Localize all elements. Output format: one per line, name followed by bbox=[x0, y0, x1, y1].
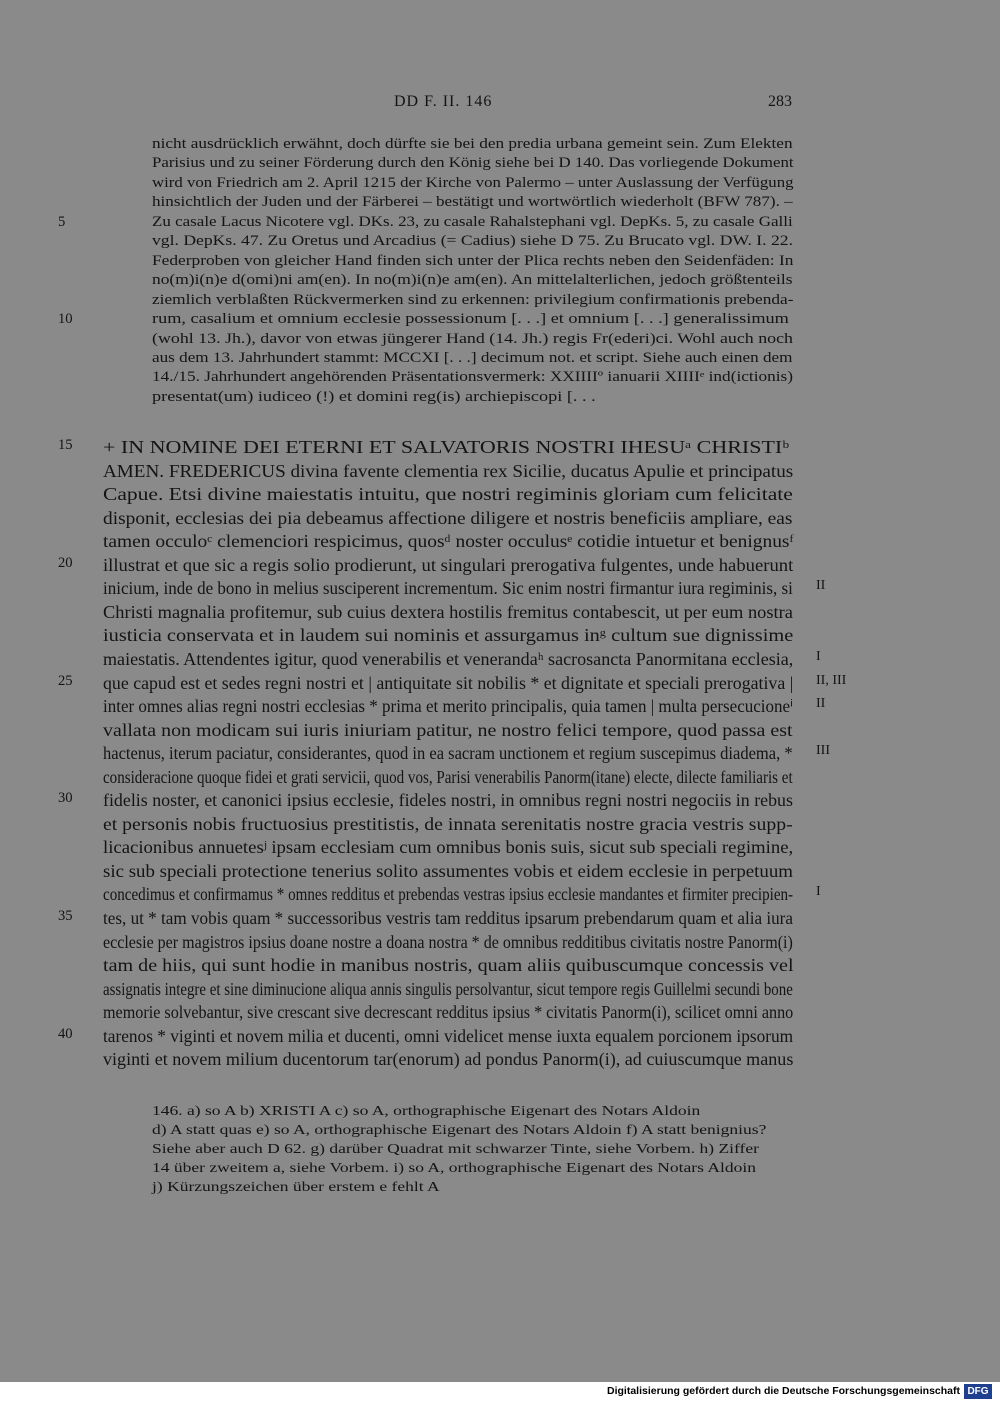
commentary-text: ziemlich verblaßten Rückvermerken sind zu erkennen: privilegium confirmationis prebenda- bbox=[152, 291, 794, 308]
charter-line bbox=[0, 649, 1000, 673]
commentary-text: 14./15. Jahrhundert angehörenden Präsentationsvermerk: XXIIIIº ianuarii XIIIIᵉ ind(ictionis) bbox=[152, 369, 794, 386]
commentary-text: Federproben von gleicher Hand finden sich unter der Plica rechts neben den Seidenfäden: In bbox=[152, 252, 794, 269]
charter-line-text: maiestatis. Attendentes igitur, quod venerabilis et venerandaʰ sacrosancta Panormitana ecclesia, bbox=[103, 648, 794, 669]
charter-line bbox=[0, 461, 1000, 485]
charter-line-text: viginti et novem milium ducentorum tar(enorum) ad pondus Panorm(i), ad cuiuscumque manus bbox=[103, 1049, 794, 1070]
charter-line-text: Christi magnalia profitemur, sub cuius dextera hostilis fremitus contabescit, ut per eum nostra bbox=[103, 601, 793, 622]
charter-line bbox=[0, 578, 1000, 602]
charter-line bbox=[0, 720, 1000, 744]
footnote-text: 14 über zweitem a, siehe Vorbem. i) so A, orthographische Eigenart des Notars Aldoin bbox=[152, 1161, 756, 1176]
charter-line bbox=[0, 861, 1000, 885]
commentary-text: Zu casale Lacus Nicotere vgl. DKs. 23, zu casale Rahalstephani vgl. DepKs. 5, zu casale Galli bbox=[152, 213, 793, 230]
charter-line bbox=[0, 1049, 1000, 1073]
charter-line-text: AMEN. FREDERICUS divina favente clementia rex Sicilie, ducatus Apulie et principatus bbox=[103, 460, 794, 481]
commentary-text: presentat(um) iudiceo (!) et domini reg(is) archiepiscopi [. . . bbox=[152, 388, 596, 405]
charter-line-text: que capud est et sedes regni nostri et | antiquitate sit nobilis * et dignitate et speciali prerogativa | bbox=[103, 672, 794, 693]
commentary-text: Parisius und zu seiner Förderung durch den König siehe bei D 140. Das vorliegende Dokument bbox=[152, 155, 794, 172]
line-number: 30 bbox=[58, 790, 73, 807]
charter-line-text: iusticia conservata et in laudem sui nominis et assurgamus inᵍ cultum sue dignissime bbox=[103, 625, 794, 646]
charter-line bbox=[0, 602, 1000, 626]
footnote-line bbox=[0, 1180, 1000, 1204]
charter-line-text: sic sub speciali protectione tenerius solito assumentes vobis et eidem ecclesie in perpetuum bbox=[103, 860, 793, 881]
footnote-text: d) A statt quas e) so A, orthographische Eigenart des Notars Aldoin f) A statt benignius? bbox=[152, 1123, 767, 1138]
charter-line bbox=[0, 555, 1000, 579]
line-number: 10 bbox=[58, 311, 73, 328]
margin-hand-marker: II bbox=[816, 578, 826, 594]
charter-line bbox=[0, 1002, 1000, 1026]
commentary-line bbox=[0, 389, 1000, 413]
charter-line-text: consideracione quoque fidei et grati servicii, quod vos, Parisi venerabilis Panorm(itane) electe, dilecte familiaris et bbox=[103, 766, 793, 787]
charter-line-text: et personis nobis fructuosius prestitistis, de innata serenitatis nostre gracia vestris supp- bbox=[103, 813, 793, 834]
charter-line-text: ecclesie per magistros ipsius doane nostre a doana nostra * de omnibus redditibus civitatis nostre Panorm(i) bbox=[103, 931, 793, 952]
charter-line-text: tarenos * viginti et novem milia et ducenti, omni videlicet mense iuxta equalem porcionem ipsorum bbox=[103, 1025, 794, 1046]
charter-line-text: Capue. Etsi divine maiestatis intuitu, que nostri regiminis gloriam cum felicitate bbox=[103, 484, 793, 505]
line-number: 20 bbox=[58, 554, 73, 571]
charter-line bbox=[0, 908, 1000, 932]
charter-line-text: licacionibus annuetesʲ ipsam ecclesiam cum omnibus bonis suis, sicut sub speciali regimine, bbox=[103, 837, 794, 858]
charter-line bbox=[0, 979, 1000, 1003]
margin-hand-marker: III bbox=[816, 743, 830, 759]
commentary-text: nicht ausdrücklich erwähnt, doch dürfte sie bei den predia urbana gemeint sein. Zum Elekten bbox=[152, 136, 793, 152]
line-number: 5 bbox=[58, 213, 66, 230]
charter-line bbox=[0, 484, 1000, 508]
footnote-text: j) Kürzungszeichen über erstem e fehlt A bbox=[152, 1180, 440, 1195]
charter-line-text: tamen occuloᶜ clemenciori respicimus, quosᵈ noster occulusᵉ cotidie intuetur et benignusᶠ bbox=[103, 531, 794, 552]
footer-bar bbox=[0, 1382, 1000, 1402]
footnote-text: Siehe aber auch D 62. g) darüber Quadrat mit schwarzer Tinte, siehe Vorbem. h) Ziffer bbox=[152, 1142, 759, 1157]
charter-line-text: hactenus, iterum paciatur, considerantes, quod in ea sacram unctionem et regium suscepimus diadema, * bbox=[103, 743, 793, 764]
charter-line bbox=[0, 884, 1000, 908]
charter-line bbox=[0, 814, 1000, 838]
charter-line-text: assignatis integre et sine diminucione aliqua annis singulis persolvantur, sicut tempore regis Guillelmi secundi bone bbox=[103, 978, 793, 999]
commentary-text: wird von Friedrich am 2. April 1215 der Kirche von Palermo – unter Auslassung der Verfügung bbox=[152, 174, 794, 191]
commentary-text: hinsichtlich der Juden und der Färberei – bestätigt und wortwörtlich wiederholt (BFW 787). – bbox=[152, 194, 793, 211]
charter-line bbox=[0, 531, 1000, 555]
charter-line bbox=[0, 437, 1000, 461]
commentary-text: no(m)i(n)e d(omi)ni am(en). In no(m)i(n)e am(en). An mittelalterlichen, jedoch größtenteils bbox=[152, 272, 793, 289]
charter-line bbox=[0, 932, 1000, 956]
charter-line bbox=[0, 625, 1000, 649]
charter-line-text: + IN NOMINE DEI ETERNI ET SALVATORIS NOSTRI IHESUᵃ CHRISTIᵇ bbox=[103, 437, 790, 457]
dfg-logo-icon: DFG bbox=[964, 1384, 992, 1399]
commentary-text: rum, casalium et omnium ecclesie possessionum [. . .] et omnium [. . .] generalissimum bbox=[152, 311, 789, 328]
line-number: 40 bbox=[58, 1025, 73, 1042]
charter-line bbox=[0, 743, 1000, 767]
margin-hand-marker: II, III bbox=[816, 672, 847, 688]
charter-line-text: illustrat et que sic a regis solio prodierunt, ut singulari prerogativa fulgentes, unde habuerunt bbox=[103, 554, 794, 575]
charter-line-text: tam de hiis, qui sunt hodie in manibus nostris, quam aliis quibuscumque concessis vel bbox=[103, 955, 794, 976]
commentary-text: aus dem 13. Jahrhundert stammt: MCCXI [. . .] decimum not. et script. Siehe auch einen dem bbox=[152, 349, 793, 366]
commentary-text: (wohl 13. Jh.), davor von etwas jüngerer Hand (14. Jh.) regis Fr(ederi)ci. Wohl auch noch bbox=[152, 330, 793, 347]
charter-line-text: fidelis noster, et canonici ipsius ecclesie, fideles nostri, in omnibus regni nostri negociis in rebus bbox=[103, 790, 793, 811]
margin-hand-marker: II bbox=[816, 696, 826, 712]
charter-line-text: vallata non modicam sui iuris iniuriam patitur, ne nostro felici tempore, quod passa est bbox=[103, 719, 793, 740]
charter-line bbox=[0, 673, 1000, 697]
charter-line bbox=[0, 955, 1000, 979]
charter-line bbox=[0, 790, 1000, 814]
line-number: 15 bbox=[58, 437, 73, 453]
funding-notice: Digitalisierung gefördert durch die Deutsche Forschungsgemeinschaft bbox=[607, 1385, 960, 1397]
charter-line bbox=[0, 767, 1000, 791]
running-header-title: DD F. II. 146 bbox=[394, 93, 493, 110]
margin-hand-marker: I bbox=[816, 884, 821, 900]
charter-line-text: disponit, ecclesias dei pia debeamus affectione diligere et nostris beneficiis ampliare, eas bbox=[103, 507, 793, 528]
line-number: 25 bbox=[58, 672, 73, 689]
charter-line-text: inter omnes alias regni nostri ecclesias * prima et merito principalis, quia tamen | multa persecucioneⁱ bbox=[103, 696, 794, 717]
charter-line-text: memorie solvebantur, sive crescant sive decrescant redditus ipsius * civitatis Panorm(i), scilicet omni anno bbox=[103, 1002, 794, 1023]
charter-line bbox=[0, 837, 1000, 861]
charter-line-text: tes, ut * tam vobis quam * successoribus vestris tam redditus ipsarum prebendarum quam et alia iura bbox=[103, 908, 793, 928]
footnote-text: 146. a) so A b) XRISTI A c) so A, orthographische Eigenart des Notars Aldoin bbox=[152, 1104, 701, 1119]
charter-line-text: inicium, inde de bono in melius susciperent incrementum. Sic enim nostri firmantur iura regiminis, si bbox=[103, 578, 793, 599]
charter-line bbox=[0, 508, 1000, 532]
charter-line bbox=[0, 696, 1000, 720]
line-number: 35 bbox=[58, 908, 73, 924]
charter-line bbox=[0, 1026, 1000, 1050]
commentary-text: vgl. DepKs. 47. Zu Oretus und Arcadius (= Cadius) siehe D 75. Zu Brucato vgl. DW. I. 22. bbox=[152, 233, 793, 250]
charter-line-text: concedimus et confirmamus * omnes redditus et prebendas vestras ipsius ecclesie mandantes et firmiter precipien- bbox=[103, 884, 794, 905]
page-number: 283 bbox=[768, 93, 792, 110]
margin-hand-marker: I bbox=[816, 648, 821, 664]
